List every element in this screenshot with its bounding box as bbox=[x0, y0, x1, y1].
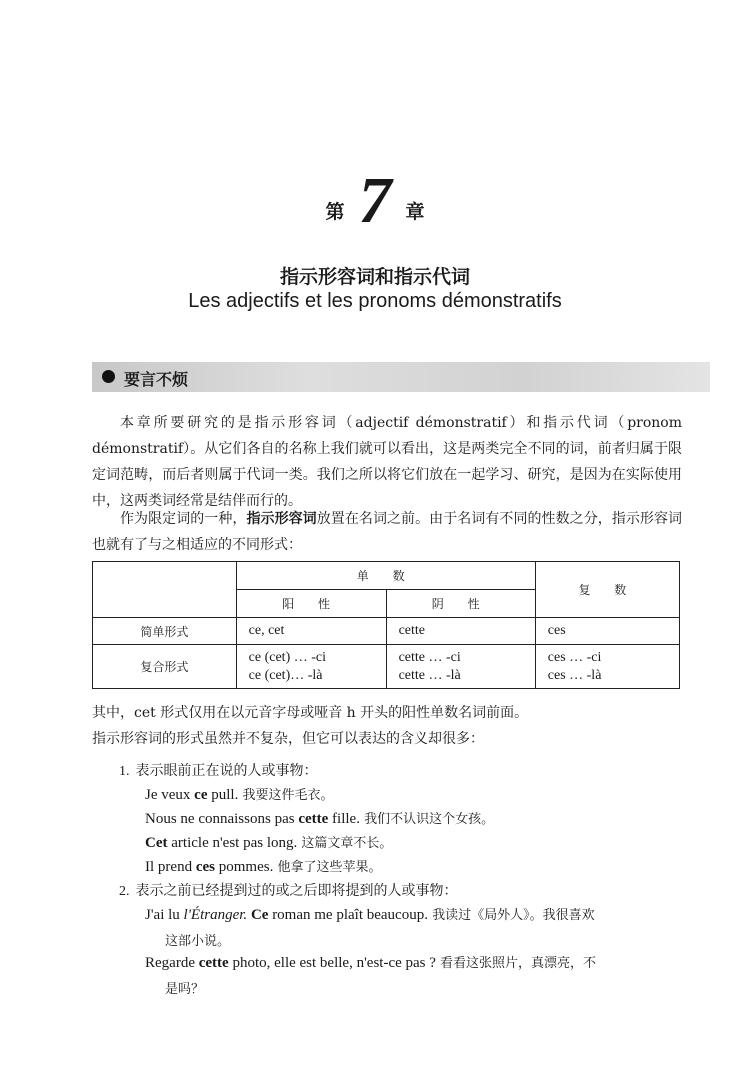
example-sentence bbox=[145, 806, 685, 833]
example-translation: 我要这件毛衣。 bbox=[238, 788, 334, 803]
table-cell bbox=[535, 645, 679, 689]
table-row bbox=[93, 645, 680, 689]
example-text: roman me plaît beaucoup. bbox=[268, 907, 428, 923]
cell-line: ce (cet) … -ci bbox=[248, 649, 326, 665]
cell-line: cette … -là bbox=[398, 667, 461, 683]
singular-header: 单 数 bbox=[236, 562, 535, 590]
example-text: photo, elle est belle, n'est-ce pas ? bbox=[228, 955, 436, 971]
example-bold: Ce bbox=[250, 907, 269, 923]
cell-line: ce (cet)… -là bbox=[248, 667, 323, 683]
example-text: Nous ne connaissons pas bbox=[145, 811, 299, 827]
example-sentence bbox=[145, 902, 685, 955]
table-cell: ce, cet bbox=[236, 618, 386, 645]
chapter-title-chinese: 指示形容词和指示代词 bbox=[279, 266, 470, 288]
cell-line: cette … -ci bbox=[398, 649, 461, 665]
example-text: pull. bbox=[207, 787, 239, 803]
section-header-bar bbox=[92, 362, 710, 392]
example-translation: 看看这张照片，真漂亮，不 bbox=[435, 956, 597, 971]
example-bold: Cet bbox=[145, 835, 168, 851]
example-bold: ces bbox=[195, 859, 215, 875]
example-translation: 这部小说。 bbox=[165, 934, 231, 949]
example-translation: 我们不认识这个女孩。 bbox=[359, 812, 495, 827]
example-text: J'ai lu bbox=[145, 907, 184, 923]
example-text: Je veux bbox=[145, 787, 195, 803]
example-sentence bbox=[145, 782, 685, 809]
example-translation: 是吗？ bbox=[165, 982, 205, 997]
row-label: 复合形式 bbox=[93, 645, 237, 689]
bold-term: 指示形容词 bbox=[246, 511, 317, 527]
table-corner-cell bbox=[93, 562, 237, 618]
item-number: 2. bbox=[119, 884, 130, 899]
chapter-prefix: 第 bbox=[325, 201, 345, 223]
adjective-paragraph bbox=[92, 506, 682, 558]
table-row bbox=[93, 618, 680, 645]
chapter-heading bbox=[0, 164, 750, 237]
masculine-header: 阳 性 bbox=[236, 590, 386, 618]
example-sentence bbox=[145, 830, 685, 857]
meaning-paragraph: 指示形容词的形式虽然并不复杂，但它可以表达的含义却很多： bbox=[92, 731, 484, 747]
bullet-icon bbox=[102, 370, 115, 383]
item-text: 表示眼前正在说的人或事物： bbox=[135, 763, 318, 779]
item-number: 1. bbox=[119, 764, 130, 779]
table-cell: cette bbox=[386, 618, 535, 645]
forms-table bbox=[92, 561, 680, 689]
table-cell: ces bbox=[535, 618, 679, 645]
example-bold: cette bbox=[198, 955, 229, 971]
example-text: Il prend bbox=[145, 859, 196, 875]
example-sentence bbox=[145, 854, 685, 881]
example-bold: ce bbox=[194, 787, 208, 803]
cet-usage-paragraph: 其中，cet 形式仅用在以元音字母或哑音 h 开头的阳性单数名词前面。 bbox=[92, 705, 529, 721]
chapter-number: 7 bbox=[358, 164, 392, 237]
table-cell bbox=[386, 645, 535, 689]
feminine-header: 阴 性 bbox=[386, 590, 535, 618]
example-translation: 他拿了这些苹果。 bbox=[273, 860, 382, 875]
list-item bbox=[119, 878, 689, 905]
paragraph-text: 作为限定词的一种， bbox=[120, 511, 247, 527]
example-text: pommes. bbox=[214, 859, 274, 875]
section-label: 要言不烦 bbox=[124, 370, 189, 389]
cell-line: ces … -ci bbox=[547, 649, 602, 665]
cell-line: ces … -là bbox=[547, 667, 602, 683]
example-translation: 我读过《局外人》。我很喜欢 bbox=[427, 908, 595, 923]
example-bold: cette bbox=[298, 811, 329, 827]
plural-header: 复 数 bbox=[535, 562, 679, 618]
example-text: article n'est pas long. bbox=[167, 835, 298, 851]
table-header-row bbox=[93, 562, 680, 590]
example-text: fille. bbox=[328, 811, 360, 827]
chapter-title-french: Les adjectifs et les pronoms démonstratifs bbox=[188, 290, 562, 312]
intro-paragraph: 本章所要研究的是指示形容词（adjectif démonstratif）和指示代词（pronom démonstratif）。从它们各自的名称上我们就可以看出，这是两类完全不同的词，前者归属于限定词范畴，而后者则属于代词一类。我们之所以将它们放在一起学习、研究，是因为在实际使用中，这两类词经常是结伴而行的。 bbox=[92, 415, 682, 509]
table-cell bbox=[236, 645, 386, 689]
item-text: 表示之前已经提到过的或之后即将提到的人或事物： bbox=[135, 883, 458, 899]
row-label: 简单形式 bbox=[93, 618, 237, 645]
example-text: Regarde bbox=[145, 955, 199, 971]
example-sentence bbox=[145, 950, 685, 1003]
example-italic: l'Étranger. bbox=[183, 907, 248, 923]
chapter-suffix: 章 bbox=[405, 201, 425, 223]
example-translation: 这篇文章不长。 bbox=[297, 836, 393, 851]
paragraph-text: 放置在名词之前。由于名词有不同的性数之分，指示形容词也就有了与之相适应的不同形式： bbox=[92, 511, 683, 553]
list-item bbox=[119, 758, 689, 785]
